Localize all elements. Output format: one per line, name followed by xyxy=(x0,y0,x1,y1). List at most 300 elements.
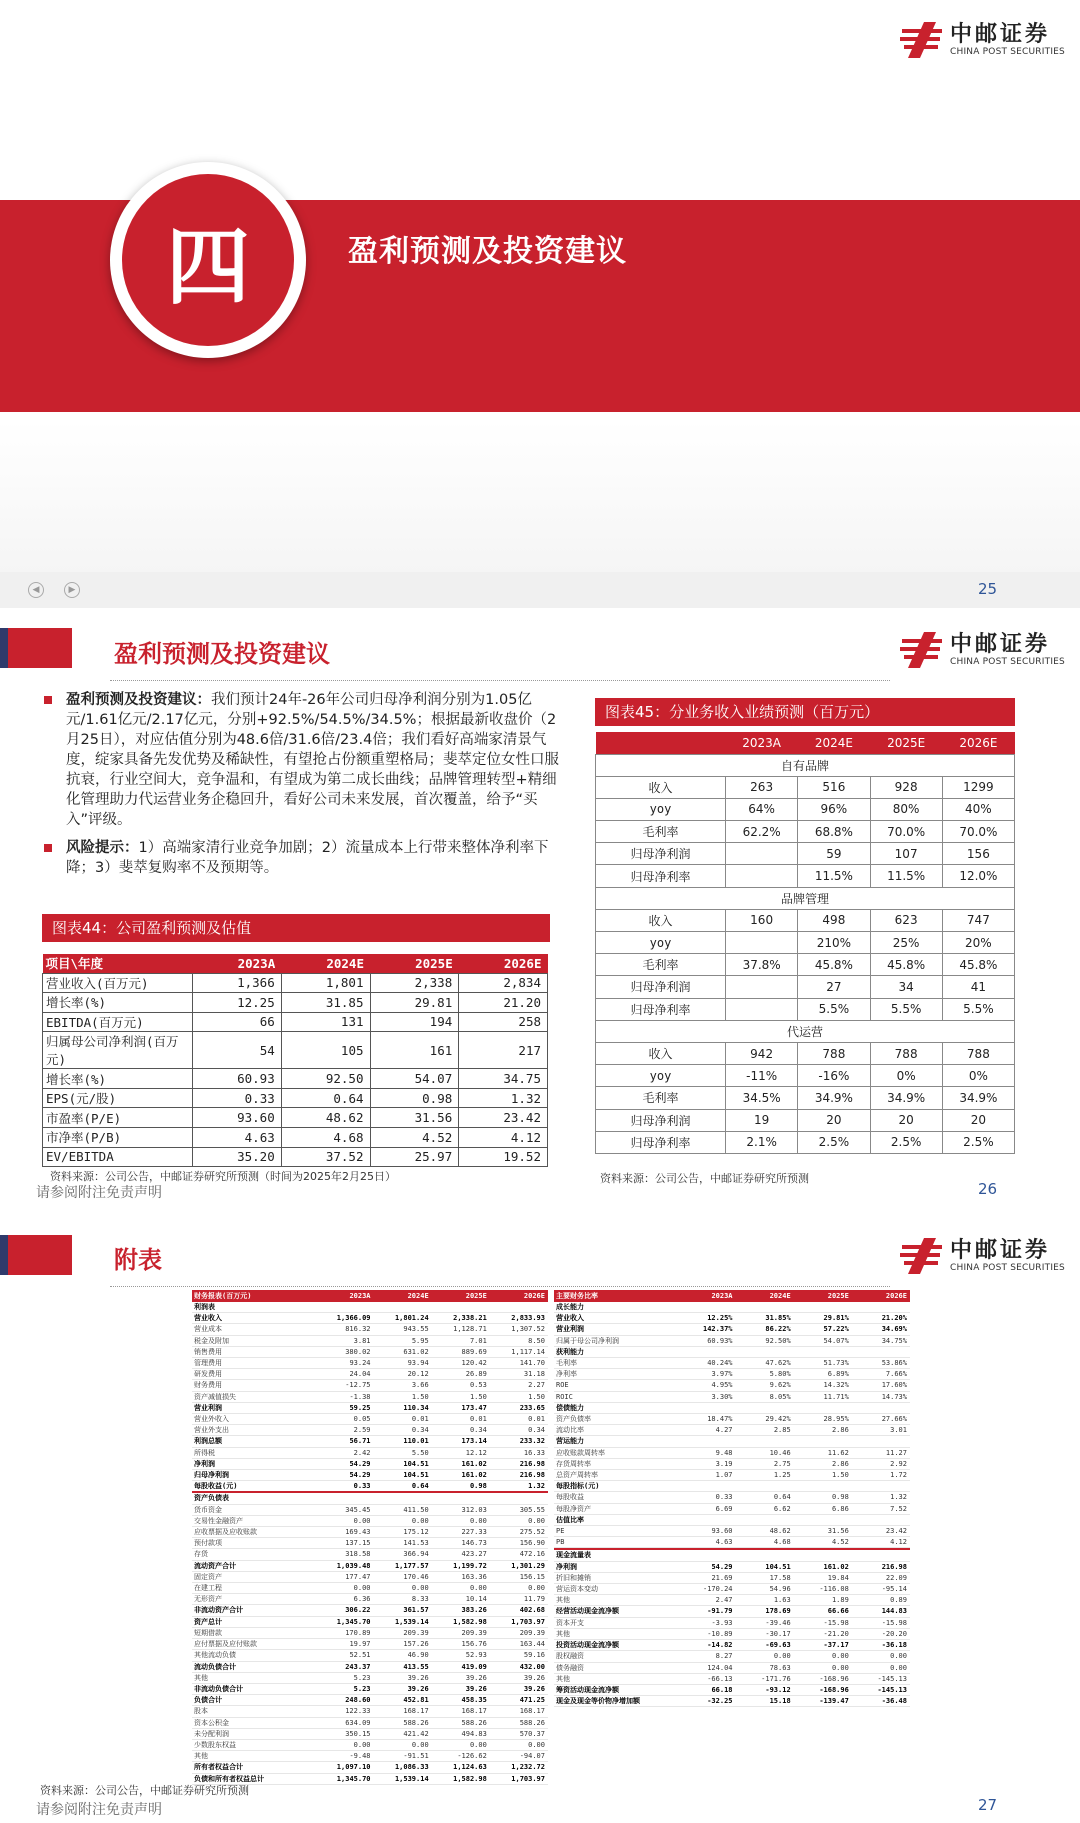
table-cell: 20 xyxy=(798,1109,870,1131)
table-cell: 60.93 xyxy=(193,1069,282,1089)
table-cell: 93.24 xyxy=(349,1359,371,1368)
table-row xyxy=(192,1527,548,1538)
table-cell: 19.97 xyxy=(349,1640,371,1649)
table-cell: 10.14 xyxy=(465,1595,487,1604)
table-cell: 45.8% xyxy=(942,954,1014,976)
table-cell: 1,703.97 xyxy=(511,1774,545,1783)
row-label: 营业外支出 xyxy=(194,1426,229,1435)
table-cell: 80% xyxy=(870,798,942,820)
table-cell: 0.64 xyxy=(773,1493,791,1502)
table-row xyxy=(554,1537,910,1548)
row-label: 营业外收入 xyxy=(194,1415,229,1424)
table-cell: 70.0% xyxy=(942,821,1014,843)
table-cell: 209.39 xyxy=(461,1628,487,1637)
table-row xyxy=(554,1595,910,1606)
table-cell: 0.00 xyxy=(411,1584,429,1593)
column-header: 2026E xyxy=(459,954,548,973)
table-cell: 31.85% xyxy=(765,1314,791,1323)
table-cell xyxy=(490,1493,548,1503)
table-row xyxy=(554,1562,910,1573)
table-row xyxy=(192,1493,548,1504)
row-label: 毛利率 xyxy=(556,1359,577,1368)
table-cell: 27.66% xyxy=(881,1415,907,1424)
table-cell: 3.66 xyxy=(411,1381,429,1390)
table-row xyxy=(554,1403,910,1414)
table-cell xyxy=(794,1515,852,1525)
table-cell: 3.01 xyxy=(890,1426,907,1435)
table-row xyxy=(192,1505,548,1516)
table-cell xyxy=(677,1550,735,1560)
table-row xyxy=(596,998,1015,1020)
table-cell: 1.25 xyxy=(773,1471,791,1480)
row-label: 资本开支 xyxy=(556,1618,584,1627)
table-cell: 4.63 xyxy=(193,1128,282,1148)
table-cell: 27 xyxy=(798,976,870,998)
table-cell: 12.0% xyxy=(942,865,1014,887)
column-header: 2025E xyxy=(465,1292,487,1300)
table-cell: 588.26 xyxy=(519,1718,545,1727)
table-cell: 4.52 xyxy=(370,1128,459,1148)
table-cell: 17.60% xyxy=(881,1381,907,1390)
table-cell: 3.81 xyxy=(353,1336,371,1345)
row-label: 估值比率 xyxy=(556,1515,584,1524)
table-cell: 419.09 xyxy=(461,1662,487,1671)
table-row xyxy=(43,1069,548,1089)
table-row xyxy=(554,1459,910,1470)
table-cell: 93.94 xyxy=(407,1359,429,1368)
table-cell: 37.8% xyxy=(726,954,798,976)
row-label: PE xyxy=(556,1527,565,1536)
table-cell: 2.92 xyxy=(890,1459,907,1468)
row-label: 毛利率 xyxy=(596,821,726,843)
table-cell: 86.22% xyxy=(765,1325,791,1334)
table-cell: 1,366.09 xyxy=(336,1314,371,1323)
table-cell: 51.73% xyxy=(823,1359,849,1368)
table-cell: -20.20 xyxy=(881,1629,907,1638)
row-label: PB xyxy=(556,1538,565,1547)
group-label: 品牌管理 xyxy=(596,887,1015,909)
table-cell: 4.52 xyxy=(831,1538,849,1547)
table-cell: 0% xyxy=(942,1065,1014,1087)
row-label: 资产负债表 xyxy=(194,1494,229,1503)
table-cell: 570.37 xyxy=(519,1729,545,1738)
row-label: 现金流量表 xyxy=(556,1551,591,1560)
table-row xyxy=(192,1605,548,1616)
table-cell: 20% xyxy=(942,932,1014,954)
row-label: EPS(元/股) xyxy=(43,1088,193,1108)
table-cell: 1,232.72 xyxy=(511,1763,545,1772)
table-cell: 18.47% xyxy=(707,1415,733,1424)
table-cell: 34.9% xyxy=(870,1087,942,1109)
table-cell: 29.81% xyxy=(823,1314,849,1323)
table-cell xyxy=(852,1302,910,1312)
row-label: 资产总计 xyxy=(194,1617,222,1626)
table-row xyxy=(192,1650,548,1661)
row-label: ROIC xyxy=(556,1392,573,1401)
table-cell: 402.68 xyxy=(519,1606,545,1615)
table-cell: -91.79 xyxy=(707,1607,733,1616)
table-cell: 258 xyxy=(459,1012,548,1032)
row-label: 营业收入 xyxy=(556,1314,584,1323)
table-cell: 2.75 xyxy=(773,1459,791,1468)
table-row xyxy=(192,1414,548,1425)
brand-name-en: CHINA POST SECURITIES xyxy=(950,1262,1065,1273)
table-cell: 1,128.71 xyxy=(453,1325,487,1334)
table-cell: 1,039.48 xyxy=(336,1561,371,1570)
table-cell xyxy=(432,1493,490,1503)
figure-45-table xyxy=(595,732,1015,1154)
risk-warning-bullet xyxy=(44,838,564,878)
row-label: 营业利润 xyxy=(556,1325,584,1334)
table-row xyxy=(192,1459,548,1470)
row-label: 营业收入(百万元) xyxy=(43,973,193,993)
table-cell: 2.86 xyxy=(831,1426,849,1435)
table-row xyxy=(596,954,1015,976)
table-cell: 20 xyxy=(870,1109,942,1131)
table-cell: 170.46 xyxy=(403,1572,429,1581)
table-cell: 0.00 xyxy=(773,1652,791,1661)
table-cell: 0.01 xyxy=(469,1415,487,1424)
table-cell: 1,582.98 xyxy=(453,1774,487,1783)
table-cell: 2,338 xyxy=(370,973,459,993)
table-cell: -3.93 xyxy=(711,1618,733,1627)
section-numeral: 四 xyxy=(165,216,250,316)
table-cell: 1.07 xyxy=(715,1471,733,1480)
table-cell: 9.48 xyxy=(715,1448,733,1457)
row-label: 每股收益(元) xyxy=(194,1482,238,1491)
table-cell: 1.50 xyxy=(528,1392,545,1401)
table-cell xyxy=(726,932,798,954)
table-cell: 2.42 xyxy=(353,1448,371,1457)
table-cell: -139.47 xyxy=(819,1697,849,1706)
table-cell: 169.43 xyxy=(345,1528,371,1537)
table-cell: 6.89% xyxy=(827,1370,849,1379)
table-cell: 20.12 xyxy=(407,1370,429,1379)
table-cell: 8.05% xyxy=(769,1392,791,1401)
table-cell: -21.20 xyxy=(823,1629,849,1638)
table-row xyxy=(554,1629,910,1640)
table-row xyxy=(554,1470,910,1481)
table-row xyxy=(554,1324,910,1335)
row-label: 总资产周转率 xyxy=(556,1471,598,1480)
appendix-header-row xyxy=(554,1290,910,1302)
row-label: 其他 xyxy=(556,1629,570,1638)
table-row xyxy=(554,1674,910,1685)
row-label: 归属母公司净利润(百万元) xyxy=(43,1032,193,1069)
table-cell: -66.13 xyxy=(707,1674,733,1683)
table-cell: 5.50 xyxy=(411,1448,429,1457)
table-cell: 168.17 xyxy=(461,1707,487,1716)
table-cell xyxy=(736,1515,794,1525)
table-row xyxy=(554,1380,910,1391)
table-cell: 1.50 xyxy=(469,1392,487,1401)
row-label: 非流动资产合计 xyxy=(194,1606,243,1615)
table-cell: 48.62 xyxy=(281,1108,370,1128)
table-cell: 66 xyxy=(193,1012,282,1032)
table-row xyxy=(192,1751,548,1762)
column-header xyxy=(596,732,726,754)
table-row xyxy=(596,909,1015,931)
next-slide-icon[interactable]: ▶ xyxy=(64,582,80,598)
table-cell: 14.73% xyxy=(881,1392,907,1401)
table-cell xyxy=(677,1515,735,1525)
table-cell: 816.32 xyxy=(345,1325,371,1334)
table-cell: 472.16 xyxy=(519,1550,545,1559)
table-cell xyxy=(794,1481,852,1491)
table-cell: 170.89 xyxy=(345,1628,371,1637)
table-row xyxy=(192,1436,548,1447)
row-label: 归属于母公司净利润 xyxy=(556,1336,619,1345)
table-cell: 1.89 xyxy=(831,1596,849,1605)
table-cell xyxy=(677,1403,735,1413)
table-cell xyxy=(794,1436,852,1446)
row-label: 无形资产 xyxy=(194,1595,222,1604)
table-row xyxy=(192,1313,548,1324)
table-cell: 0.34 xyxy=(528,1426,545,1435)
row-label: 资本公积金 xyxy=(194,1718,229,1727)
row-label: 少数股东权益 xyxy=(194,1740,236,1749)
table-row xyxy=(192,1740,548,1751)
table-cell: 623 xyxy=(870,909,942,931)
table-cell: 631.02 xyxy=(403,1347,429,1356)
row-label: 税金及附加 xyxy=(194,1336,229,1345)
table-cell: 2.5% xyxy=(942,1131,1014,1153)
table-cell: 1,801.24 xyxy=(394,1314,429,1323)
row-label: 毛利率 xyxy=(596,1087,726,1109)
row-label: 净利润 xyxy=(194,1459,215,1468)
table-row xyxy=(596,1065,1015,1087)
row-label: 债务融资 xyxy=(556,1663,584,1672)
table-cell: 1.32 xyxy=(890,1493,907,1502)
table-cell: 1,801 xyxy=(281,973,370,993)
table-cell: 0.00 xyxy=(353,1516,371,1525)
table-cell xyxy=(374,1493,432,1503)
table-cell: 157.26 xyxy=(403,1640,429,1649)
table-cell: 12.25 xyxy=(193,993,282,1013)
table-cell: 1.50 xyxy=(831,1471,849,1480)
table-cell: 305.55 xyxy=(519,1505,545,1514)
table-cell: -93.12 xyxy=(765,1685,791,1694)
table-cell: 26.89 xyxy=(465,1370,487,1379)
table-cell: 156.90 xyxy=(519,1539,545,1548)
table-cell: 0.00 xyxy=(469,1740,487,1749)
table-row xyxy=(192,1762,548,1773)
table-cell: 452.81 xyxy=(403,1696,429,1705)
table-cell: 142.37% xyxy=(703,1325,733,1334)
table-cell: 11.5% xyxy=(798,865,870,887)
table-cell: 8.33 xyxy=(411,1595,429,1604)
row-label: 其他 xyxy=(556,1674,570,1683)
table-row xyxy=(554,1302,910,1313)
table-row xyxy=(192,1561,548,1572)
row-label: 归母净利率 xyxy=(596,998,726,1020)
slide-nav-bar xyxy=(0,572,1080,608)
brand-logo xyxy=(900,630,1065,670)
table-cell xyxy=(736,1436,794,1446)
column-header: 2023A xyxy=(726,732,798,754)
table-cell: 1,345.70 xyxy=(336,1774,371,1783)
bullet-square-icon xyxy=(44,844,52,852)
table-cell xyxy=(315,1302,373,1312)
table-cell: -36.48 xyxy=(881,1697,907,1706)
table-cell: 1.63 xyxy=(773,1596,791,1605)
table-cell: 361.57 xyxy=(403,1606,429,1615)
table-cell: 46.90 xyxy=(407,1651,429,1660)
brand-name-en: CHINA POST SECURITIES xyxy=(950,46,1065,57)
table-cell xyxy=(852,1436,910,1446)
table-row xyxy=(554,1685,910,1696)
row-label: 所得税 xyxy=(194,1448,215,1457)
table-row xyxy=(192,1302,548,1313)
table-cell: 3.19 xyxy=(715,1459,733,1468)
table-cell: 156 xyxy=(942,843,1014,865)
table-cell: 943.55 xyxy=(403,1325,429,1334)
table-cell xyxy=(852,1403,910,1413)
table-row xyxy=(554,1481,910,1492)
table-cell: 411.50 xyxy=(403,1505,429,1514)
table-row xyxy=(554,1573,910,1584)
row-label: 增长率(%) xyxy=(43,993,193,1013)
table-cell: 366.94 xyxy=(403,1550,429,1559)
table-cell xyxy=(736,1403,794,1413)
table-cell: 498 xyxy=(798,909,870,931)
table-cell: -168.96 xyxy=(819,1685,849,1694)
table-cell: 66.66 xyxy=(827,1607,849,1616)
row-label: 营业成本 xyxy=(194,1325,222,1334)
table-cell: 0.00 xyxy=(528,1584,545,1593)
row-label: 利润总额 xyxy=(194,1437,222,1446)
table-cell: 1,539.14 xyxy=(394,1617,429,1626)
table-cell: 56.71 xyxy=(349,1437,371,1446)
table-row xyxy=(554,1550,910,1561)
table-cell: 2,833.93 xyxy=(511,1314,545,1323)
table-cell: 248.60 xyxy=(345,1696,371,1705)
table-cell: 161.02 xyxy=(461,1471,487,1480)
table-row xyxy=(554,1392,910,1403)
table-row xyxy=(596,776,1015,798)
table-cell: 216.98 xyxy=(519,1471,545,1480)
row-label: EV/EBITDA xyxy=(43,1147,193,1167)
table-cell xyxy=(726,998,798,1020)
table-cell: -94.07 xyxy=(519,1752,545,1761)
table-cell: 104.51 xyxy=(765,1562,791,1571)
table-row xyxy=(192,1583,548,1594)
page-number: 25 xyxy=(978,580,998,598)
column-header: 2025E xyxy=(870,732,942,754)
row-label: 货币资金 xyxy=(194,1505,222,1514)
column-header: 2024E xyxy=(407,1292,429,1300)
table-cell: 45.8% xyxy=(870,954,942,976)
row-label: 经营活动现金流净额 xyxy=(556,1607,619,1616)
row-label: 流动资产合计 xyxy=(194,1561,236,1570)
table-cell: 233.65 xyxy=(519,1403,545,1412)
bullet-text: 1）高端家清行业竞争加剧；2）流量成本上行带来整体净利率下降；3）斐萃复购率不及预期等。 xyxy=(66,840,549,876)
table-cell: 209.39 xyxy=(519,1628,545,1637)
table-cell: 59.25 xyxy=(349,1403,371,1412)
table-cell: 168.17 xyxy=(403,1707,429,1716)
table-cell xyxy=(315,1493,373,1503)
table-cell: 588.26 xyxy=(461,1718,487,1727)
table-cell: 458.35 xyxy=(461,1696,487,1705)
column-header: 2024E xyxy=(798,732,870,754)
table-cell: 24.04 xyxy=(349,1370,371,1379)
table-cell: 788 xyxy=(942,1042,1014,1064)
table-row xyxy=(192,1718,548,1729)
table-cell: 60.93% xyxy=(707,1336,733,1345)
table-row xyxy=(192,1516,548,1527)
column-header: 2026E xyxy=(523,1292,545,1300)
table-cell xyxy=(736,1550,794,1560)
table-cell: -168.96 xyxy=(819,1674,849,1683)
table-cell: 16.33 xyxy=(523,1448,545,1457)
table-row xyxy=(192,1324,548,1335)
table-cell: 0.98 xyxy=(469,1482,487,1491)
table-row xyxy=(192,1594,548,1605)
table-cell: 6.36 xyxy=(353,1595,371,1604)
row-label: 投资活动现金流净额 xyxy=(556,1641,619,1650)
table-cell: 53.86% xyxy=(881,1359,907,1368)
row-label: 存货周转率 xyxy=(556,1459,591,1468)
table-cell: 318.58 xyxy=(345,1550,371,1559)
table-cell: 1,177.57 xyxy=(394,1561,429,1570)
table-cell: 20 xyxy=(942,1109,1014,1131)
table-cell: 40.24% xyxy=(707,1359,733,1368)
table-row xyxy=(596,1042,1015,1064)
row-label: 管理费用 xyxy=(194,1359,222,1368)
table-cell: 161 xyxy=(370,1032,459,1069)
table-cell: 163.44 xyxy=(519,1640,545,1649)
table-cell: 6.69 xyxy=(715,1504,733,1513)
slide-25 xyxy=(0,0,1080,608)
table-cell: 178.69 xyxy=(765,1607,791,1616)
table-cell: 59.16 xyxy=(523,1651,545,1660)
page-number: 27 xyxy=(978,1796,998,1814)
table-cell: 39.26 xyxy=(465,1684,487,1693)
table-cell: 11.27 xyxy=(885,1448,907,1457)
table-row xyxy=(192,1617,548,1628)
table-cell: 4.95% xyxy=(711,1381,733,1390)
table-row xyxy=(554,1448,910,1459)
table-cell: 107 xyxy=(870,843,942,865)
row-label: yoy xyxy=(596,1065,726,1087)
table-cell: 4.63 xyxy=(715,1538,733,1547)
table-row xyxy=(192,1448,548,1459)
table-cell: 1.32 xyxy=(528,1482,545,1491)
table-cell: 52.51 xyxy=(349,1651,371,1660)
row-label: 每股收益 xyxy=(556,1493,584,1502)
row-label: 其他流动负债 xyxy=(194,1651,236,1660)
row-label: 负债合计 xyxy=(194,1696,222,1705)
table-cell: 0.01 xyxy=(411,1415,429,1424)
table-cell: 54.07% xyxy=(823,1336,849,1345)
row-label: 所有者权益合计 xyxy=(194,1763,243,1772)
table-cell xyxy=(794,1550,852,1560)
table-cell: 173.47 xyxy=(461,1403,487,1412)
column-header: 主要财务比率 xyxy=(556,1292,598,1300)
table-row xyxy=(554,1414,910,1425)
figure-45-source: 资料来源：公司公告，中邮证券研究所预测 xyxy=(600,1172,809,1185)
table-row xyxy=(192,1729,548,1740)
prev-slide-icon[interactable]: ◀ xyxy=(28,582,44,598)
page-number: 26 xyxy=(978,1180,998,1198)
column-header: 项目\年度 xyxy=(43,954,193,973)
row-label: 应收账款周转率 xyxy=(556,1448,605,1457)
table-row xyxy=(554,1313,910,1324)
table-cell: 7.52 xyxy=(890,1504,907,1513)
table-cell: 0.64 xyxy=(281,1088,370,1108)
table-cell: 7.01 xyxy=(469,1336,487,1345)
table-row xyxy=(554,1640,910,1651)
